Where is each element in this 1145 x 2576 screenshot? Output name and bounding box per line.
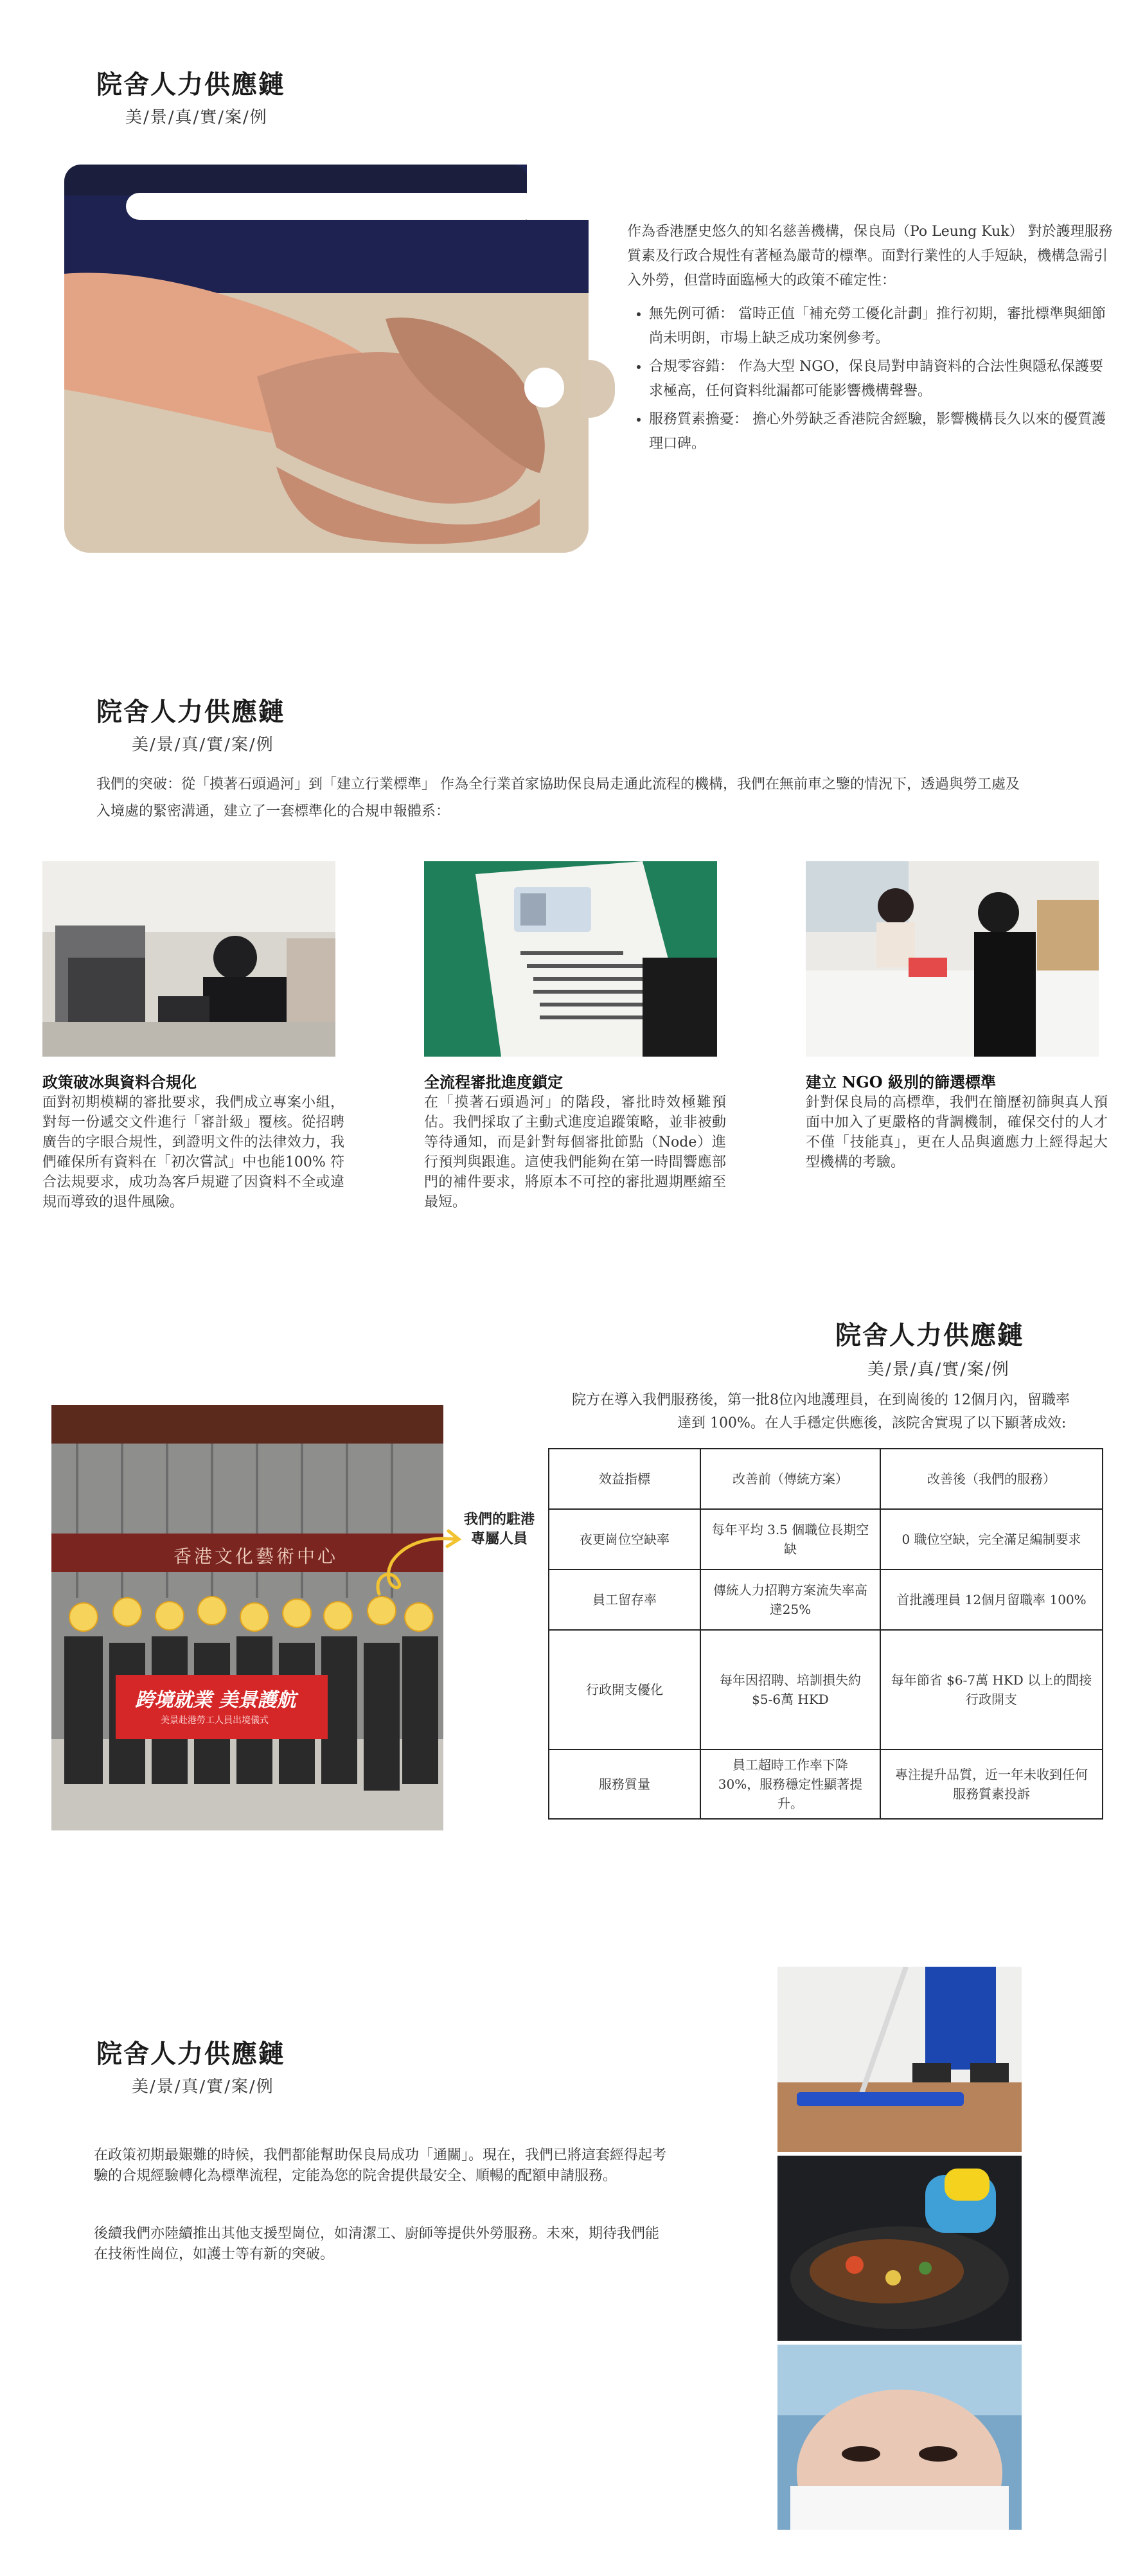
table-header: 改善後（我們的服務） [880,1449,1103,1509]
annotation-arrow-icon [366,1523,469,1600]
section3-subtitle: 美/景/真/實/案/例 [867,1360,1010,1379]
group-ceremony-photo [51,1405,443,1830]
table-cell: 傳統人力招聘方案流失率高達25% [700,1570,880,1630]
interview-photo [806,861,1099,1057]
table-row [549,1570,1103,1630]
table-cell: 夜更崗位空缺率 [549,1509,700,1570]
section3-intro-line1: 院方在導入我們服務後，第一批8位內地護理員，在到崗後的 12個月內，留職率 [572,1392,1070,1408]
results-table [548,1448,1103,1820]
bullet-item: • 合規零容錯： 作為大型 NGO，保良局對申請資料的合法性與隱私保護要求極高，任何資料纰漏都可能影響機構聲譽。 [649,355,1113,404]
banner-text: 跨境就業 美景護航 [135,1689,296,1712]
cleaning-photo [777,1967,1022,2152]
documents-photo [424,861,717,1057]
section1-bullets [627,302,1113,460]
section2-subtitle: 美/景/真/實/案/例 [132,735,274,755]
table-row [549,1749,1103,1819]
card1-title: 政策破冰與資料合規化 [42,1073,197,1091]
table-cell: 0 職位空缺，完全滿足編制要求 [880,1509,1103,1570]
section4-subtitle: 美/景/真/實/案/例 [132,2077,274,2097]
table-cell: 員工超時工作率下降 30%，服務穩定性顯著提升。 [700,1749,880,1819]
card2-text: 在「摸著石頭過河」的階段，審批時效極難預估。我們採取了主動式進度追蹤策略，並非被動等待通知，而是針對每個審批節點（Node）進行預判與跟進。這使我們能夠在第一時間響應部門的補件要求，將原本不可控的審批週期壓縮至最短。 [424,1095,726,1210]
card3-text: 針對保良局的高標準，我們在簡歷初篩與真人預面中加入了更嚴格的背調機制，確保交付的人才不僅「技能真」，更在人品與適應力上經得起大型機構的考驗。 [806,1095,1108,1170]
banner-subtext: 美景赴港勞工人員出境儀式 [161,1715,269,1726]
table-header: 改善前（傳統方案） [700,1449,880,1509]
section1-intro: 作為香港歷史悠久的知名慈善機構，保良局（Po Leung Kuk） 對於護理服務質素及行政合規性有著極為嚴苛的標準。面對行業性的人手短缺，機構急需引入外勞，但當時面臨極大的政策不確定性： [627,224,1113,289]
table-header: 效益指標 [549,1449,700,1509]
table-cell: 每年節省 $6-7萬 HKD 以上的間接行政開支 [880,1630,1103,1749]
table-cell: 行政開支優化 [549,1630,700,1749]
card2-title: 全流程審批進度鎖定 [424,1073,563,1091]
building-sign: 香港文化藝術中心 [173,1546,339,1567]
table-cell: 專注提升品質，近一年未收到任何服務質素投訴 [880,1749,1103,1819]
table-cell: 每年因招聘、培訓損失約 $5-6萬 HKD [700,1630,880,1749]
table-row [549,1630,1103,1749]
table-cell: 員工留存率 [549,1570,700,1630]
cooking-photo [777,2156,1022,2341]
card1-text: 面對初期模糊的審批要求，我們成立專案小組，對每一份遞交文件進行「審計級」覆核。從招聘廣告的字眼合規性，到證明文件的法律效力，我們確保所有資料在「初次嘗試」中也能100% 符合法規要求，成功為客戶規避了因資料不全或違規而導致的退件風險。 [42,1095,344,1210]
office-staff-photo [42,861,335,1057]
section2-title: 院舍人力供應鏈 [96,697,285,727]
bullet-item: • 無先例可循： 當時正值「補充勞工優化計劃」推行初期，審批標準與細節尚未明朗，市場上缺乏成功案例參考。 [649,302,1113,351]
nurse-photo [777,2345,1022,2530]
section2-intro: 我們的突破：從「摸著石頭過河」到「建立行業標準」 作為全行業首家協助保良局走通此流程的機構，我們在無前車之鑒的情況下，透過與勞工處及入境處的緊密溝通，建立了一套標準化的合規申報體系： [96,776,1020,819]
section1-subtitle: 美/景/真/實/案/例 [125,108,268,127]
section3-intro-line2: 達到 100%。在人手穩定供應後，該院舍實現了以下顯著成效: [677,1415,1067,1431]
table-header-row [549,1449,1103,1509]
bullet-item: • 服務質素擔憂： 擔心外勞缺乏香港院舍經驗，影響機構長久以來的優質護理口碑。 [649,407,1113,456]
section3-title: 院舍人力供應鏈 [835,1320,1024,1350]
section4-para1: 在政策初期最艱難的時候，我們都能幫助保良局成功「通關」。現在，我們已將這套經得起考驗的合規經驗轉化為標準流程，定能為您的院舍提供最安全、順暢的配額申請服務。 [94,2147,667,2184]
section4-title: 院舍人力供應鏈 [96,2039,285,2069]
table-cell: 首批護理員 12個月留職率 100% [880,1570,1103,1630]
card3-title: 建立 NGO 級別的篩選標準 [806,1073,997,1091]
table-cell: 每年平均 3.5 個職位長期空缺 [700,1509,880,1570]
staff-annotation: 我們的駐港專屬人員 [463,1512,535,1547]
section1-title: 院舍人力供應鏈 [96,69,285,100]
table-cell: 服務質量 [549,1749,700,1819]
table-row [549,1509,1103,1570]
section4-para2: 後續我們亦陸續推出其他支援型崗位，如清潔工、廚師等提供外勞服務。未來，期待我們能在技術性崗位，如護士等有新的突破。 [94,2226,660,2262]
